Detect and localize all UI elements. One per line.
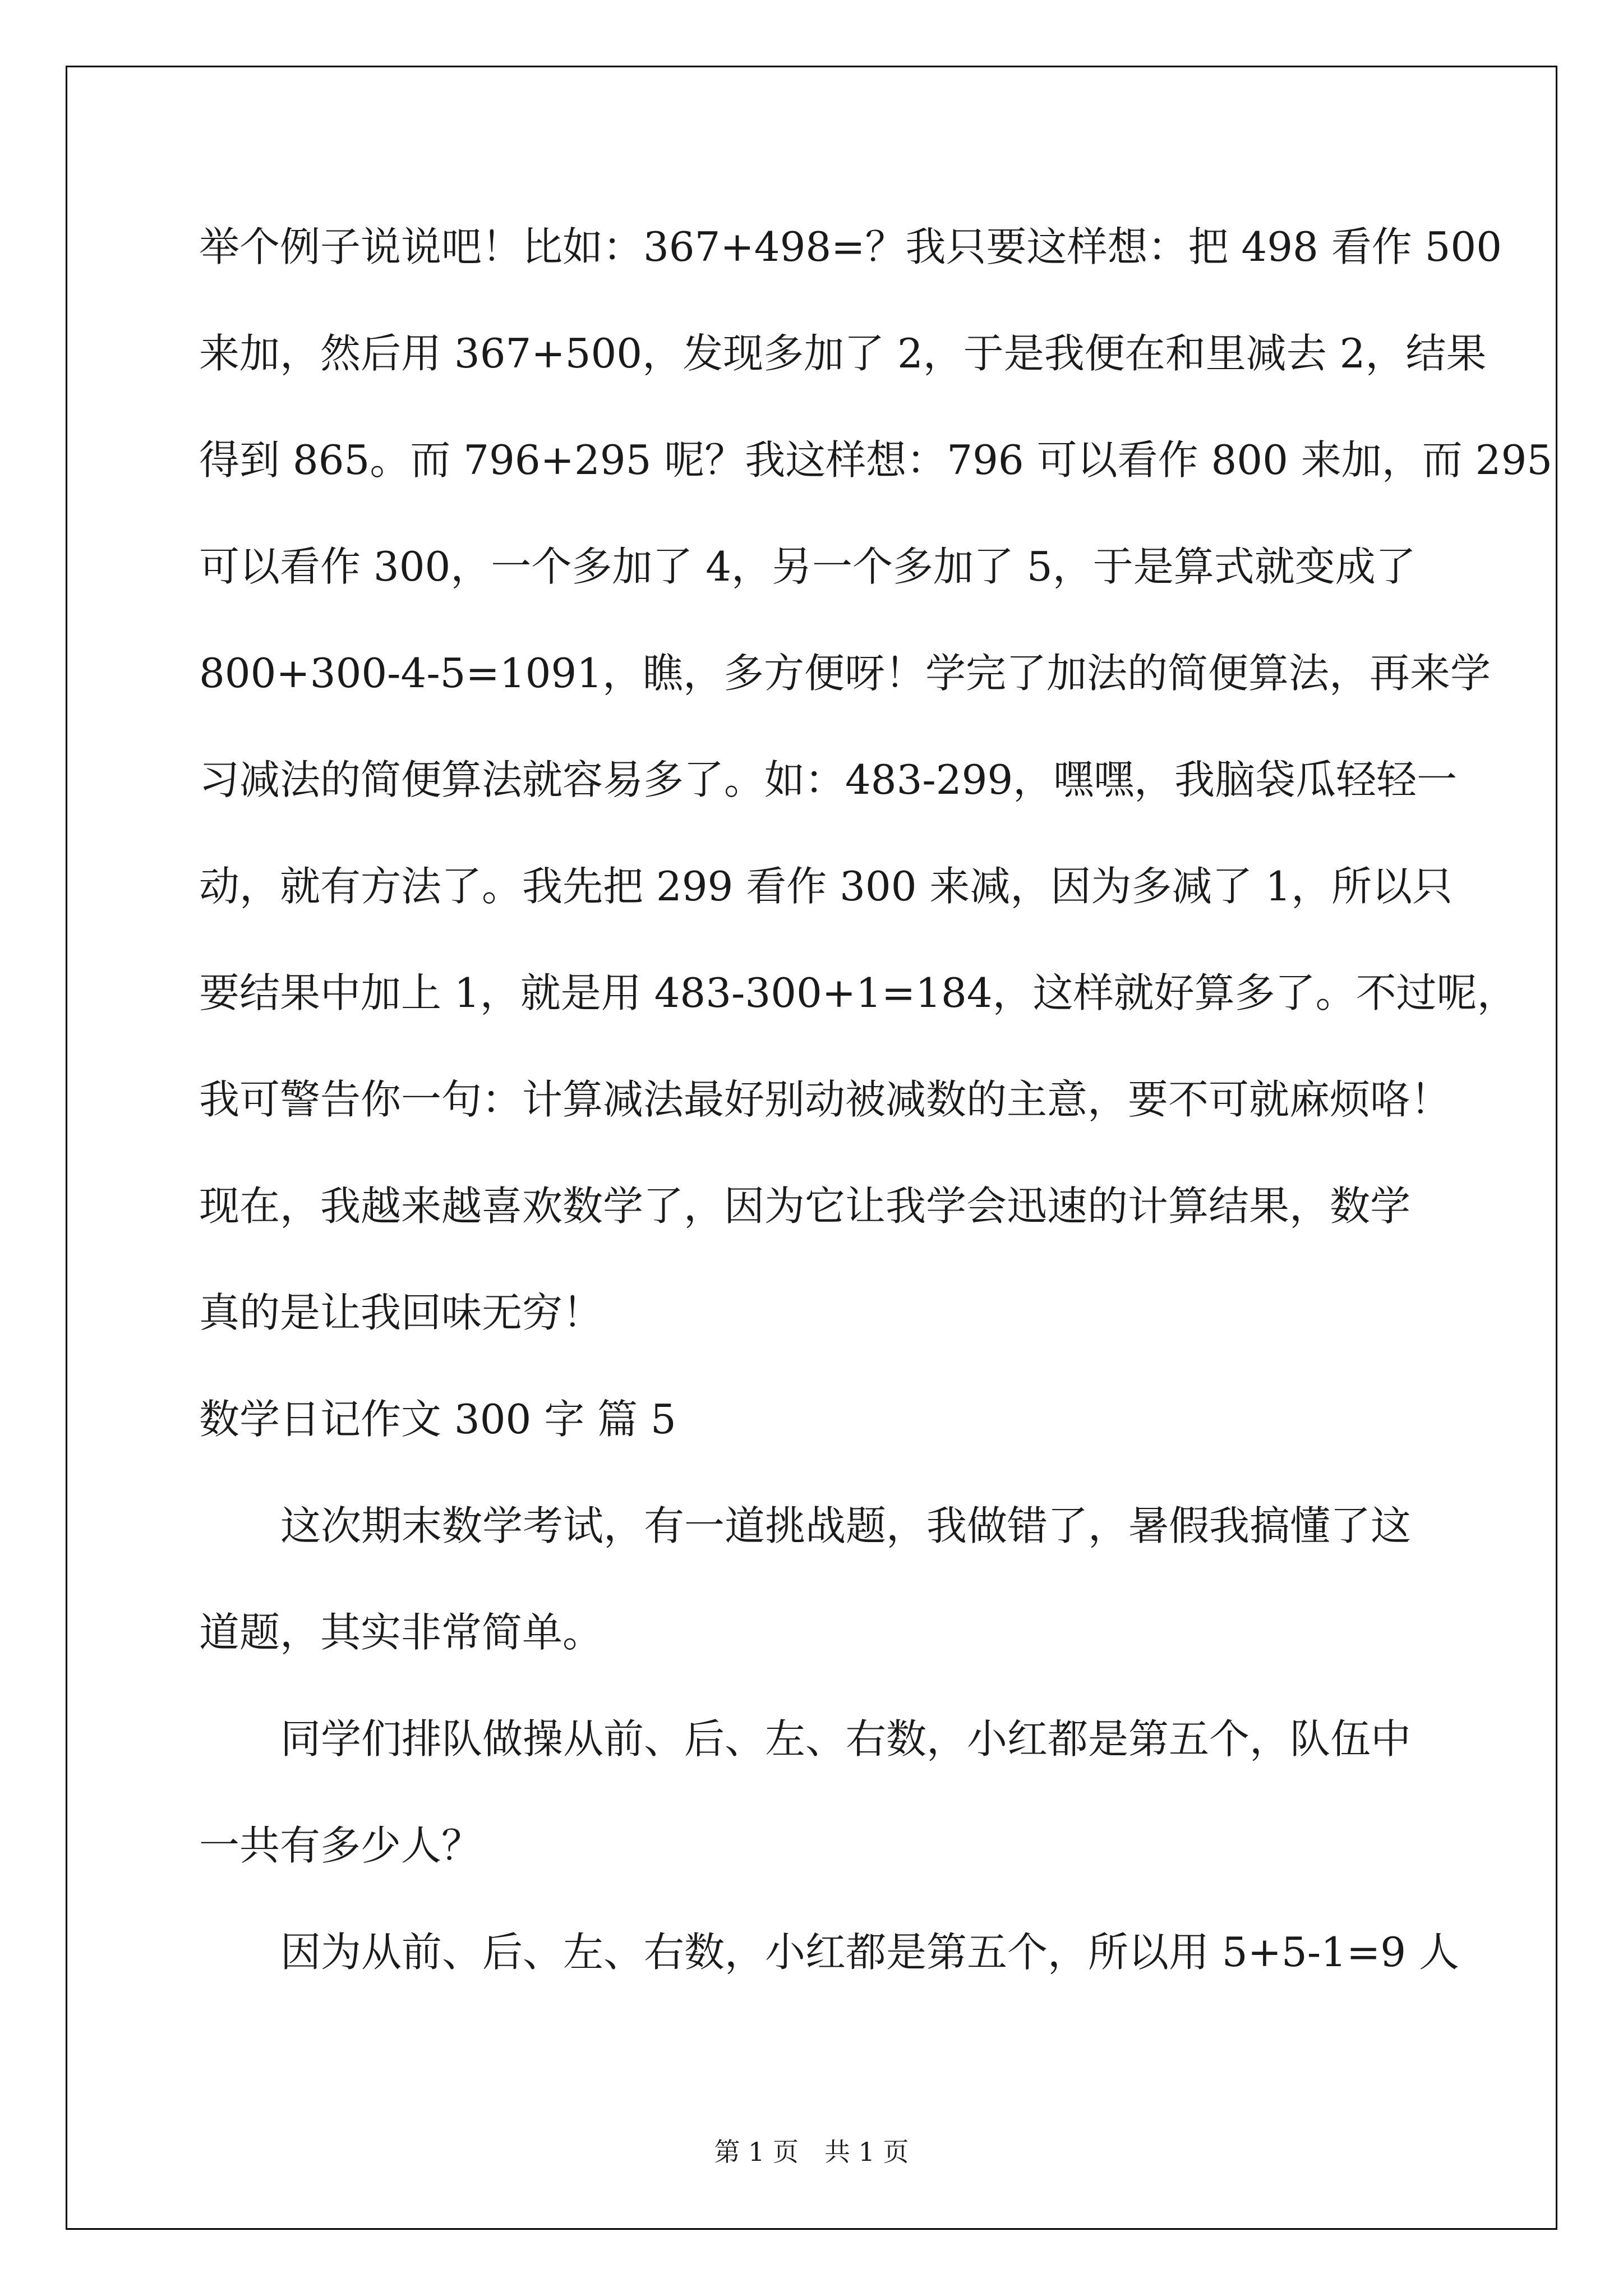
section-heading: 数学日记作文 300 字 篇 5 [199, 1396, 676, 1443]
text-line: 这次期末数学考试，有一道挑战题，我做错了，暑假我搞懂了这 [280, 1502, 1412, 1549]
document-body [199, 219, 1553, 2031]
text-line: 得到 865。而 796+295 呢？我这样想：796 可以看作 800 来加，而 295 [199, 436, 1553, 484]
text-line: 我可警告你一句：计算减法最好别动被减数的主意，要不可就麻烦咯！ [199, 1076, 1451, 1123]
text-line: 动，就有方法了。我先把 299 看作 300 来减，因为多减了 1，所以只 [199, 863, 1453, 910]
text-line: 要结果中加上 1，就是用 483-300+1=184，这样就好算多了。不过呢， [199, 969, 1518, 1016]
text-line: 道题，其实非常简单。 [199, 1609, 603, 1656]
text-line: 因为从前、后、左、右数，小红都是第五个，所以用 5+5-1=9 人 [280, 1929, 1459, 1976]
text-line: 可以看作 300，一个多加了 4，另一个多加了 5，于是算式就变成了 [199, 543, 1416, 590]
text-line: 800+300-4-5=1091，瞧，多方便呀！学完了加法的简便算法，再来学 [199, 650, 1491, 697]
text-line: 现在，我越来越喜欢数学了，因为它让我学会迅速的计算结果，数学 [199, 1182, 1411, 1230]
text-line: 真的是让我回味无穷！ [199, 1289, 603, 1336]
text-line: 来加，然后用 367+500，发现多加了 2，于是我便在和里减去 2，结果 [199, 330, 1487, 377]
text-line: 习减法的简便算法就容易多了。如：483-299，嘿嘿，我脑袋瓜轻轻一 [199, 756, 1458, 803]
text-line: 举个例子说说吧！比如：367+498=？我只要这样想：把 498 看作 500 [199, 223, 1502, 270]
text-line: 同学们排队做操从前、后、左、右数，小红都是第五个，队伍中 [280, 1715, 1412, 1763]
text-line: 一共有多少人？ [199, 1822, 482, 1869]
page-footer: 第 1 页 共 1 页 [714, 2137, 909, 2167]
